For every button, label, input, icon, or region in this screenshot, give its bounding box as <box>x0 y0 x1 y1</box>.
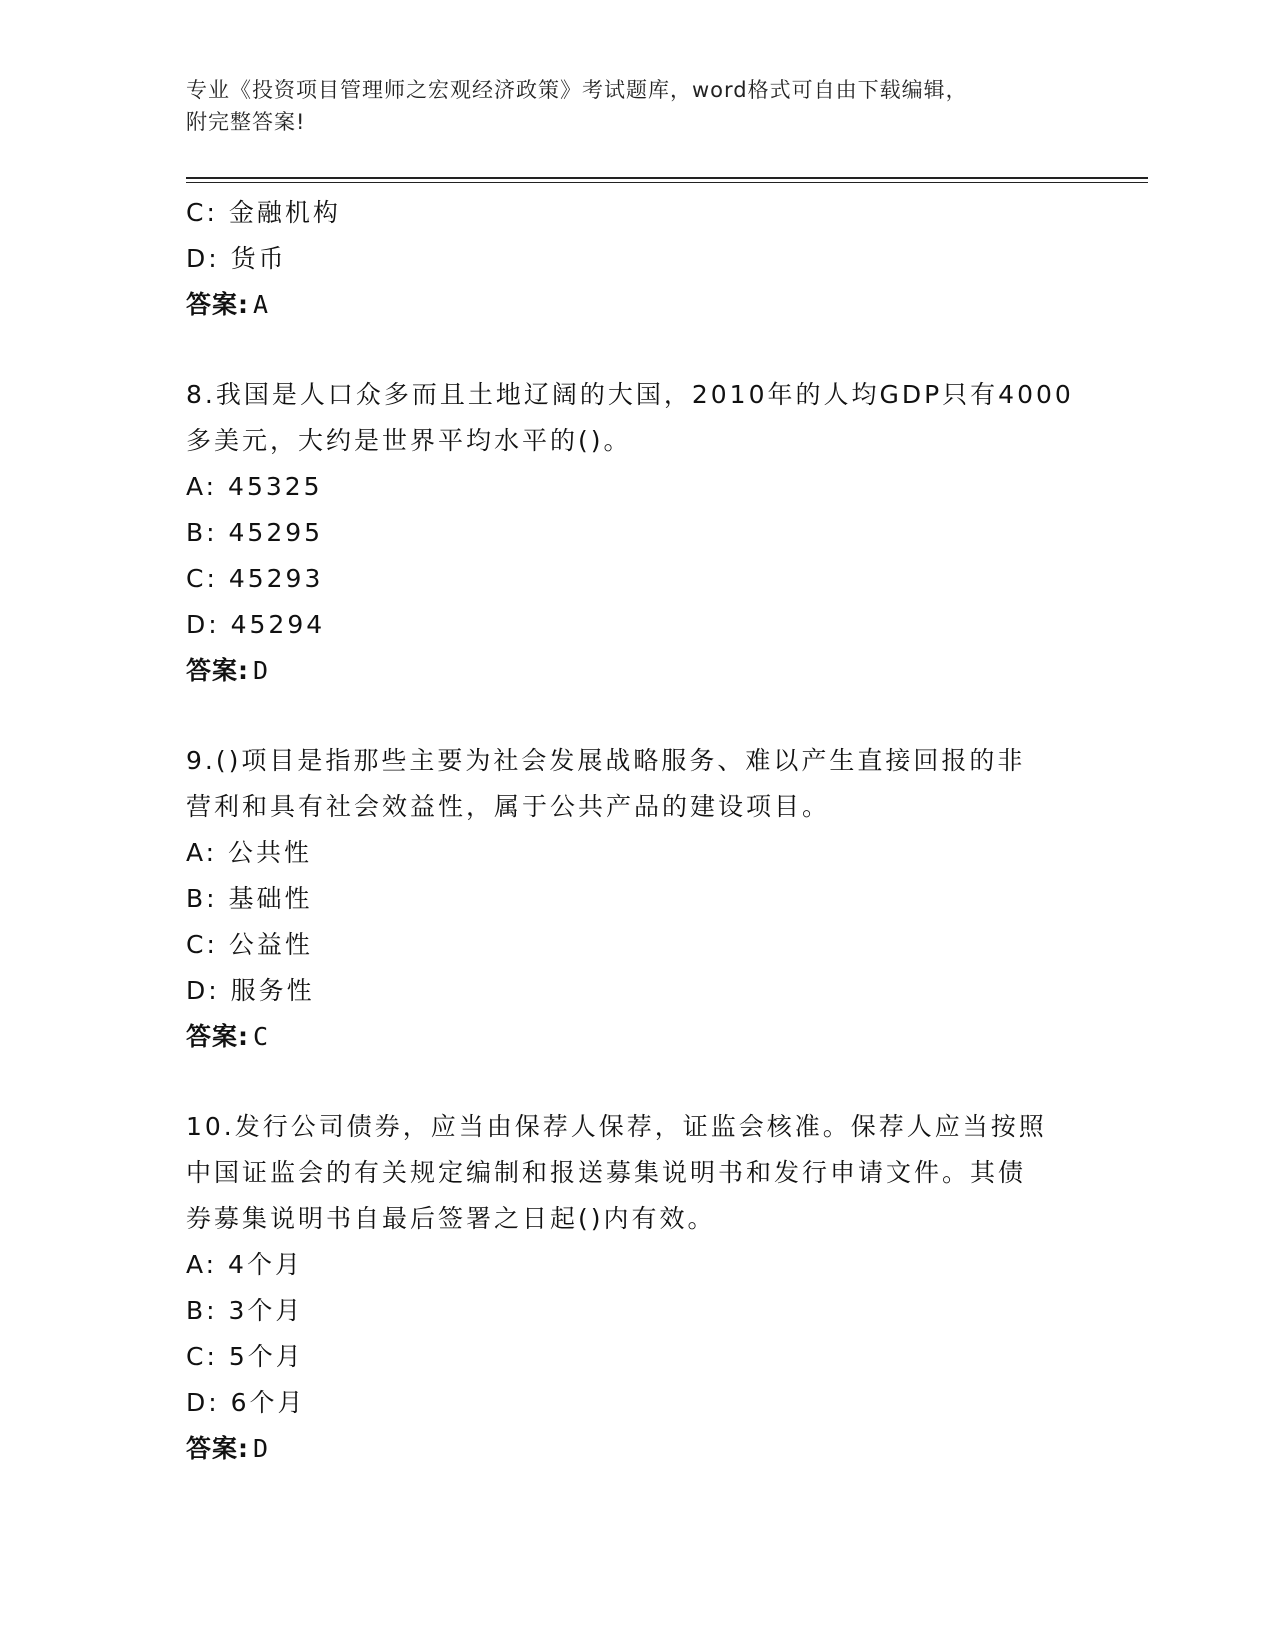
option-d: D: 货币 <box>186 244 287 273</box>
option-b: B: 3个月 <box>186 1296 304 1325</box>
question-8 <box>186 372 1086 694</box>
question-stem-line: 券募集说明书自最后签署之日起()内有效。 <box>186 1204 716 1233</box>
option-b: B: 基础性 <box>186 884 313 913</box>
answer-value: D <box>253 656 270 685</box>
answer-label: 答案: <box>186 1434 249 1463</box>
option-a: A: 公共性 <box>186 838 313 867</box>
question-10 <box>186 1104 1086 1472</box>
option-b: B: 45295 <box>186 518 324 547</box>
option-c: C: 公益性 <box>186 930 313 959</box>
answer <box>186 1014 1086 1060</box>
header-line-2: 附完整答案! <box>186 110 306 134</box>
question-stem-line: 中国证监会的有关规定编制和报送募集说明书和发行申请文件。其债 <box>186 1158 1027 1187</box>
question-stem-line: 10.发行公司债券，应当由保荐人保荐，证监会核准。保荐人应当按照 <box>186 1112 1047 1141</box>
option-c: C: 45293 <box>186 564 324 593</box>
option-c: C: 金融机构 <box>186 198 341 227</box>
question-content <box>186 190 1086 1516</box>
option-d: D: 服务性 <box>186 976 315 1005</box>
option-c: C: 5个月 <box>186 1342 304 1371</box>
answer-label: 答案: <box>186 656 249 685</box>
answer <box>186 1426 1086 1472</box>
header-rule-thick <box>186 177 1148 179</box>
question-7-partial <box>186 190 1086 328</box>
header-line-1: 专业《投资项目管理师之宏观经济政策》考试题库，word格式可自由下载编辑， <box>186 78 968 102</box>
question-stem-line: 8.我国是人口众多而且土地辽阔的大国，2010年的人均GDP只有4000 <box>186 380 1074 409</box>
option-a: A: 45325 <box>186 472 323 501</box>
page-header <box>186 74 1086 138</box>
option-d: D: 6个月 <box>186 1388 306 1417</box>
option-a: A: 4个月 <box>186 1250 303 1279</box>
answer-value: A <box>253 290 270 319</box>
question-9 <box>186 738 1086 1060</box>
answer-label: 答案: <box>186 1022 249 1051</box>
answer-value: C <box>253 1022 270 1051</box>
answer-label: 答案: <box>186 290 249 319</box>
question-stem-line: 9.()项目是指那些主要为社会发展战略服务、难以产生直接回报的非 <box>186 746 1026 775</box>
answer <box>186 282 1086 328</box>
header-rule-thin <box>186 182 1148 183</box>
question-stem-line: 营利和具有社会效益性，属于公共产品的建设项目。 <box>186 792 831 821</box>
question-stem-line: 多美元，大约是世界平均水平的()。 <box>186 426 632 455</box>
answer <box>186 648 1086 694</box>
option-d: D: 45294 <box>186 610 326 639</box>
answer-value: D <box>253 1434 270 1463</box>
